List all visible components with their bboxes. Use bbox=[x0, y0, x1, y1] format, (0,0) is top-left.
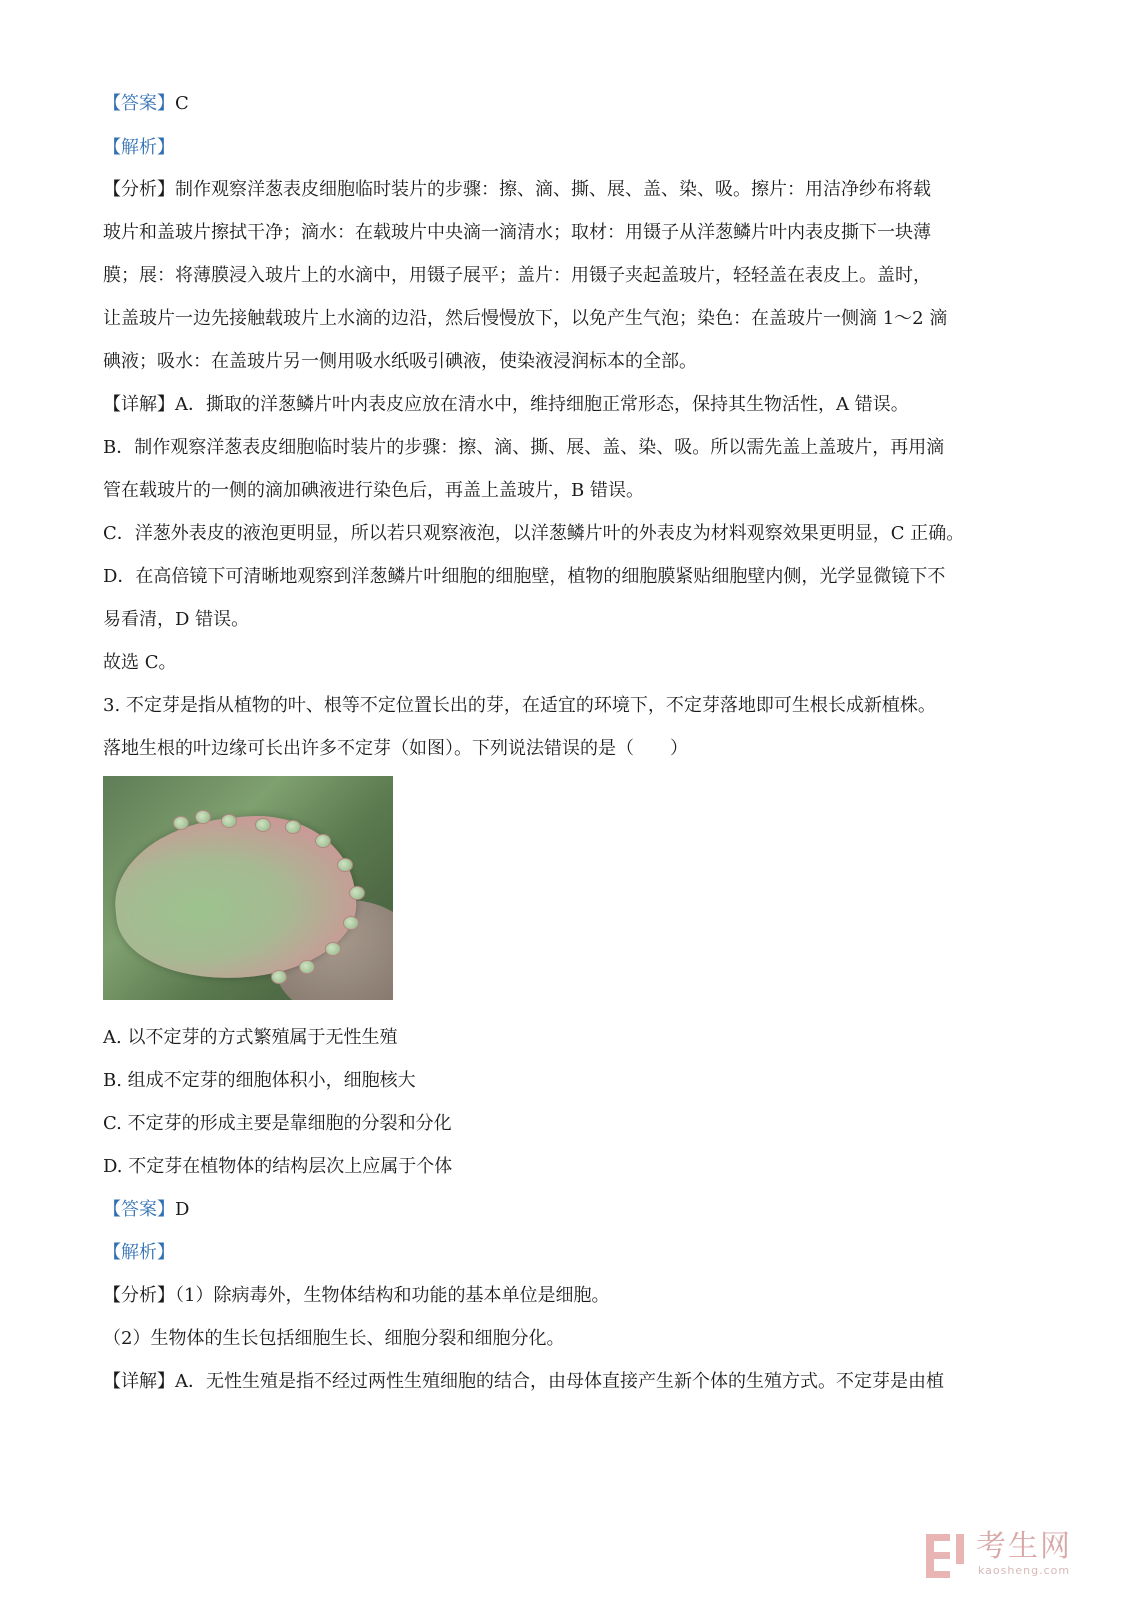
q3-detail-line-1: 【详解】A．无性生殖是指不经过两性生殖细胞的结合，由母体直接产生新个体的生殖方式。不定芽是由植 bbox=[103, 1371, 944, 1392]
q3-fenxi-line-1: 【分析】（1）除病毒外，生物体结构和功能的基本单位是细胞。 bbox=[103, 1285, 610, 1306]
option-c: C. 不定芽的形成主要是靠细胞的分裂和分化 bbox=[103, 1113, 452, 1134]
q3-stem-line-2: 落地生根的叶边缘可长出许多不定芽（如图）。下列说法错误的是（ ） bbox=[103, 738, 688, 759]
q2-conclusion: 故选 C。 bbox=[103, 652, 177, 673]
watermark-text: 考生网 bbox=[976, 1529, 1072, 1564]
q2-detail-paragraph bbox=[103, 383, 1038, 684]
detail-tag: 【详解】 bbox=[103, 394, 175, 415]
bud bbox=[173, 816, 189, 830]
q2-answer bbox=[103, 92, 1038, 116]
q2-detail-line-5: D．在高倍镜下可清晰地观察到洋葱鳞片叶细胞的细胞壁，植物的细胞膜紧贴细胞壁内侧，光学显微镜下不 bbox=[103, 566, 946, 587]
watermark-url: kaosheng.com bbox=[978, 1564, 1071, 1577]
bud bbox=[337, 858, 353, 872]
detail-tag: 【详解】 bbox=[103, 1371, 175, 1392]
option-d: D. 不定芽在植物体的结构层次上应属于个体 bbox=[103, 1156, 453, 1177]
q3-analysis-tag: 【解析】 bbox=[103, 1242, 175, 1263]
q3-fenxi-line-2: （2）生物体的生长包括细胞生长、细胞分裂和细胞分化。 bbox=[103, 1328, 565, 1349]
q2-detail-line-6: 易看清，D 错误。 bbox=[103, 609, 250, 630]
q2-fenxi-paragraph bbox=[103, 168, 1038, 383]
q2-fenxi-line-5: 碘液；吸水：在盖玻片另一侧用吸水纸吸引碘液，使染液浸润标本的全部。 bbox=[103, 351, 697, 372]
q3-options bbox=[103, 1016, 1038, 1403]
logo-mark-icon bbox=[926, 1534, 966, 1578]
plant-leaf-photo bbox=[103, 776, 393, 1000]
bud bbox=[255, 818, 271, 832]
analysis-tag: 【解析】 bbox=[103, 137, 175, 158]
bud bbox=[221, 814, 237, 828]
q2-fenxi-line-3: 膜；展：将薄膜浸入玻片上的水滴中，用镊子展平；盖片：用镊子夹起盖玻片，轻轻盖在表皮上。盖时， bbox=[103, 265, 931, 286]
answer-value: C bbox=[175, 93, 189, 114]
option-a: A. 以不定芽的方式繁殖属于无性生殖 bbox=[103, 1027, 398, 1048]
q3-stem-line-1: 3. 不定芽是指从植物的叶、根等不定位置长出的芽，在适宜的环境下，不定芽落地即可生根长成新植株。 bbox=[103, 695, 936, 716]
answer-tag: 【答案】 bbox=[103, 93, 175, 114]
q2-detail-line-4: C．洋葱外表皮的液泡更明显，所以若只观察液泡，以洋葱鳞片叶的外表皮为材料观察效果更明显，C 正确。 bbox=[103, 523, 965, 544]
answer-value: D bbox=[175, 1199, 190, 1220]
option-b: B. 组成不定芽的细胞体积小，细胞核大 bbox=[103, 1070, 416, 1091]
q3-stem bbox=[103, 684, 1038, 770]
bud bbox=[285, 820, 301, 834]
q2-fenxi-line-4: 让盖玻片一边先接触载玻片上水滴的边沿，然后慢慢放下，以免产生气泡；染色：在盖玻片一侧滴 1～2 滴 bbox=[103, 308, 948, 329]
watermark-logo bbox=[926, 1530, 1101, 1582]
q2-fenxi-line-1: 【分析】制作观察洋葱表皮细胞临时装片的步骤：擦、滴、撕、展、盖、染、吸。擦片：用洁净纱布将载 bbox=[103, 179, 931, 200]
q2-detail-line-1: 【详解】A．撕取的洋葱鳞片叶内表皮应放在清水中，维持细胞正常形态，保持其生物活性，A 错误。 bbox=[103, 394, 909, 415]
bud bbox=[195, 810, 211, 824]
document-content bbox=[103, 92, 1038, 1403]
q3-answer bbox=[103, 1188, 1038, 1231]
q2-analysis-heading bbox=[103, 136, 1038, 160]
fenxi-tag: 【分析】 bbox=[103, 1285, 175, 1306]
q2-detail-line-2: B．制作观察洋葱表皮细胞临时装片的步骤：擦、滴、撕、展、盖、染、吸。所以需先盖上盖玻片，再用滴 bbox=[103, 437, 945, 458]
fenxi-tag: 【分析】 bbox=[103, 179, 175, 200]
bud bbox=[271, 970, 287, 984]
bud bbox=[315, 834, 331, 848]
q2-fenxi-line-2: 玻片和盖玻片擦拭干净；滴水：在载玻片中央滴一滴清水；取材：用镊子从洋葱鳞片叶内表皮撕下一块薄 bbox=[103, 222, 931, 243]
answer-tag: 【答案】 bbox=[103, 1199, 175, 1220]
bud bbox=[343, 916, 359, 930]
bud bbox=[349, 886, 365, 900]
bud bbox=[299, 960, 315, 974]
bud bbox=[325, 942, 341, 956]
q2-detail-line-3: 管在载玻片的一侧的滴加碘液进行染色后，再盖上盖玻片，B 错误。 bbox=[103, 480, 644, 501]
